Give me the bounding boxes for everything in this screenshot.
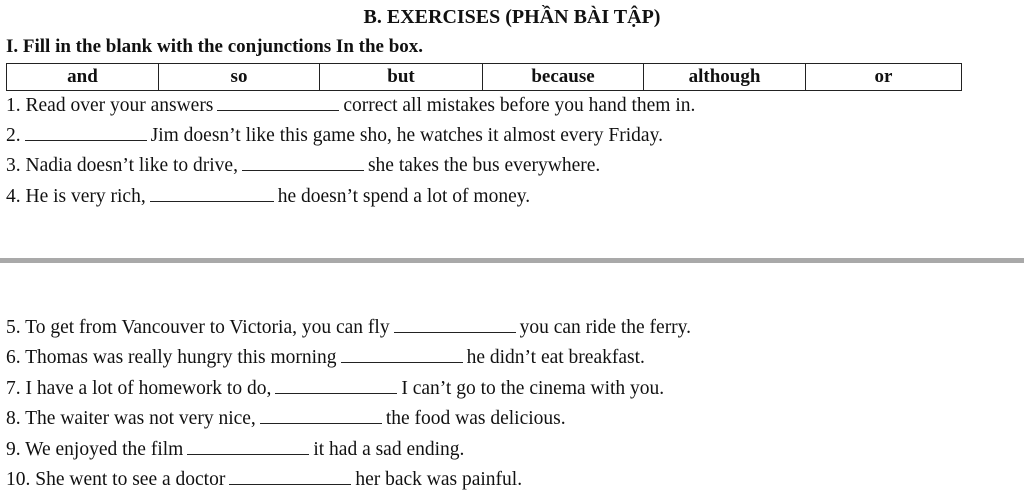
question-text-before: 2. (6, 125, 21, 146)
question-text-before: 3. Nadia doesn’t like to drive, (6, 155, 238, 176)
question-text-after: I can’t go to the cinema with you. (401, 378, 665, 399)
answer-blank[interactable] (260, 422, 382, 424)
question-3 (6, 154, 600, 178)
question-text-after: it had a sad ending. (313, 439, 465, 460)
answer-blank[interactable] (242, 169, 364, 171)
question-text-before: 4. He is very rich, (6, 186, 146, 207)
word-box-cell: although (644, 64, 806, 91)
page-title: B. EXERCISES (PHẦN BÀI TẬP) (363, 6, 661, 28)
section-divider (0, 258, 1024, 263)
word-box-cell: or (806, 64, 962, 91)
word-box-cell: but (320, 64, 483, 91)
question-text-after: correct all mistakes before you hand them in. (343, 95, 696, 116)
question-text-before: 8. The waiter was not very nice, (6, 408, 256, 429)
question-text-before: 10. She went to see a doctor (6, 469, 226, 490)
answer-blank[interactable] (229, 483, 351, 485)
question-10 (6, 468, 522, 492)
question-text-before: 6. Thomas was really hungry this morning (6, 347, 337, 368)
question-text-after: the food was delicious. (385, 408, 566, 429)
question-text-before: 9. We enjoyed the film (6, 439, 184, 460)
question-9 (6, 438, 464, 462)
question-text-after: her back was painful. (355, 469, 523, 490)
question-5 (6, 316, 691, 340)
word-box-cell: because (483, 64, 644, 91)
question-text-after: he didn’t eat breakfast. (466, 347, 645, 368)
word-box (6, 63, 962, 91)
answer-blank[interactable] (394, 331, 516, 333)
answer-blank[interactable] (275, 392, 397, 394)
answer-blank[interactable] (187, 453, 309, 455)
question-text-before: 7. I have a lot of homework to do, (6, 378, 272, 399)
question-text-after: she takes the bus everywhere. (367, 155, 601, 176)
question-1 (6, 94, 695, 118)
question-text-before: 1. Read over your answers (6, 95, 214, 116)
question-6 (6, 346, 645, 370)
word-box-cell: so (159, 64, 320, 91)
question-text-after: Jim doesn’t like this game sho, he watches it almost every Friday. (150, 125, 663, 146)
exercise-instruction: I. Fill in the blank with the conjunctions In the box. (6, 36, 424, 57)
question-7 (6, 377, 664, 401)
answer-blank[interactable] (217, 109, 339, 111)
word-box-row (7, 64, 962, 91)
question-4 (6, 185, 530, 209)
question-text-after: you can ride the ferry. (519, 317, 692, 338)
question-text-after: he doesn’t spend a lot of money. (277, 186, 531, 207)
question-text-before: 5. To get from Vancouver to Victoria, you can fly (6, 317, 390, 338)
answer-blank[interactable] (150, 200, 274, 202)
word-box-cell: and (7, 64, 159, 91)
answer-blank[interactable] (341, 361, 463, 363)
answer-blank[interactable] (25, 139, 147, 141)
question-2 (6, 124, 663, 148)
question-8 (6, 407, 566, 431)
